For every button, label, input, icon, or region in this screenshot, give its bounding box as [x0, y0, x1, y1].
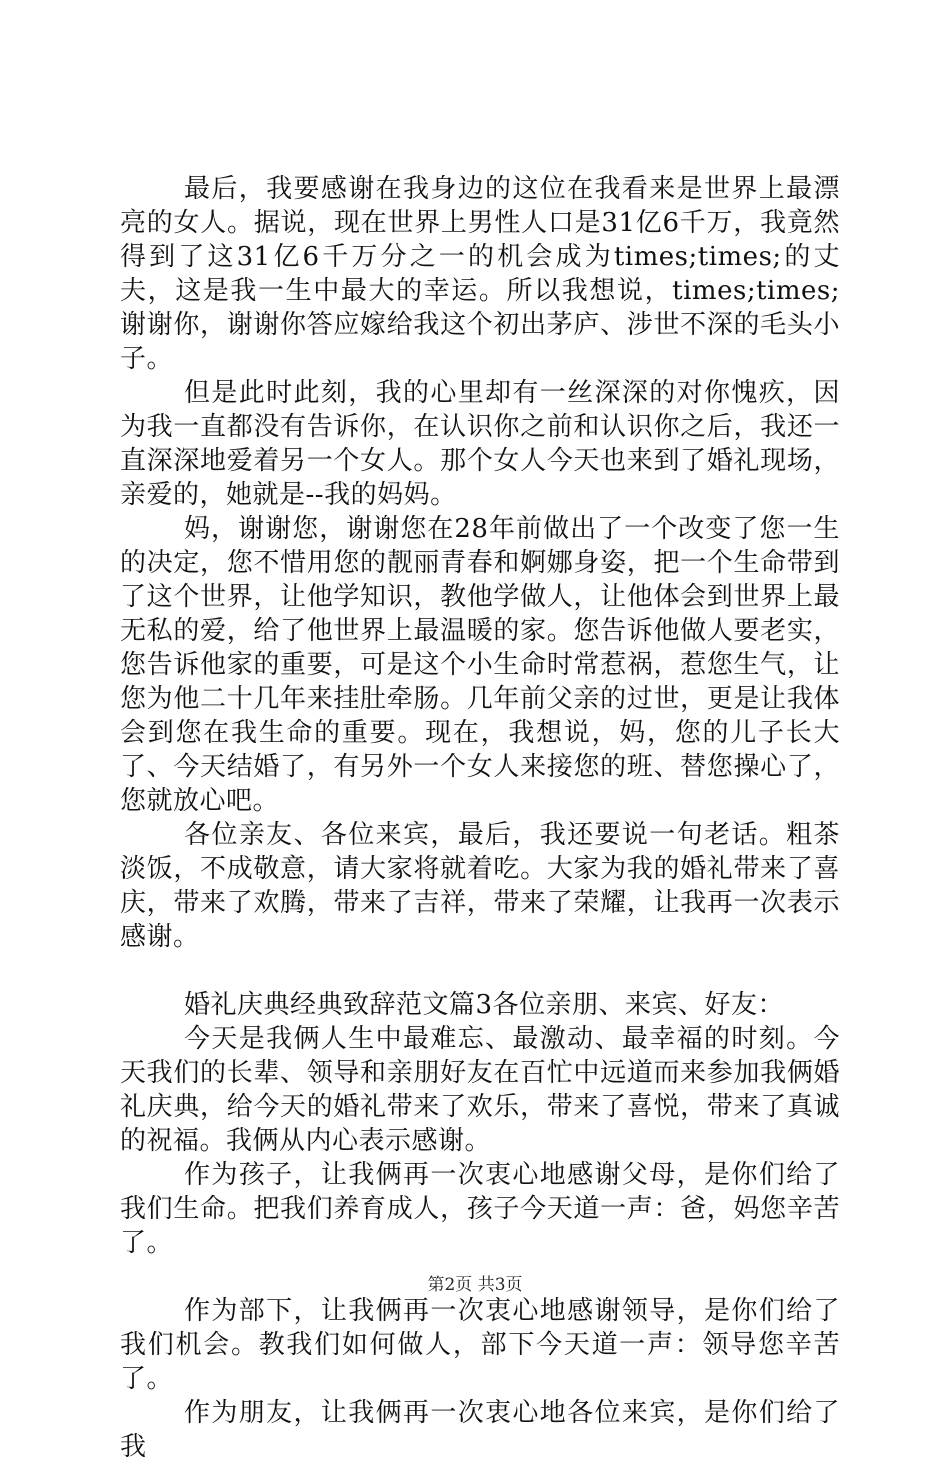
paragraph-thanks-friends: 作为朋友，让我俩再一次衷心地各位来宾，是你们给了我 — [120, 1398, 840, 1462]
paragraph-thanks-parents: 作为孩子，让我俩再一次衷心地感谢父母，是你们给了我们生命。把我们养育成人，孩子今天道一声：爸，妈您辛苦了。 — [120, 1160, 840, 1258]
page-number-footer: 第2页 共3页 — [427, 1275, 523, 1295]
document-body — [120, 172, 840, 1464]
paragraph-thanks-guests: 各位亲友、各位来宾，最后，我还要说一句老话。粗茶淡饭，不成敬意，请大家将就着吃。大家为我的婚礼带来了喜庆，带来了欢腾，带来了吉祥，带来了荣耀，让我再一次表示感谢。 — [120, 820, 840, 952]
section-heading-speech-3: 婚礼庆典经典致辞范文篇3各位亲朋、来宾、好友： — [184, 990, 785, 1020]
paragraph-thanks-mother: 妈，谢谢您，谢谢您在28年前做出了一个改变了您一生的决定，您不惜用您的靓丽青春和婀娜身姿，把一个生命带到了这个世界，让他学知识，教他学做人，让他体会到世界上最无私的爱，给了他世界上最温暖的家。您告诉他做人要老实，您告诉他家的重要，可是这个小生命时常惹祸，惹您生气，让您为他二十几年来挂肚牵肠。几年前父亲的过世，更是让我体会到您在我生命的重要。现在，我想说，妈，您的儿子长大了、今天结婚了，有另外一个女人来接您的班、替您操心了，您就放心吧。 — [120, 514, 840, 816]
paragraph-memorable-moment: 今天是我俩人生中最难忘、最激动、最幸福的时刻。今天我们的长辈、领导和亲朋好友在百忙中远道而来参加我俩婚礼庆典，给今天的婚礼带来了欢乐，带来了喜悦，带来了真诚的祝福。我俩从内心表示感谢。 — [120, 1024, 840, 1156]
paragraph-love-another: 但是此时此刻，我的心里却有一丝深深的对你愧疚，因为我一直都没有告诉你，在认识你之前和认识你之后，我还一直深深地爱着另一个女人。那个女人今天也来到了婚礼现场，亲爱的，她就是--我的妈妈。 — [120, 378, 840, 510]
paragraph-thanks-wife-text: 最后，我要感谢在我身边的这位在我看来是世界上最漂亮的女人。据说，现在世界上男性人口是31亿6千万，我竟然得到了这31亿6千万分之一的机会成为times;times;的丈夫，这是我一生中最大的幸运。所以我想说，times;times;谢谢你，谢谢你答应嫁给我这个初出茅庐、涉世不深的毛头小子。 — [120, 174, 840, 374]
paragraph-thanks-leaders: 作为部下，让我俩再一次衷心地感谢领导，是你们给了我们机会。教我们如何做人，部下今天道一声：领导您辛苦了。 — [120, 1296, 840, 1394]
